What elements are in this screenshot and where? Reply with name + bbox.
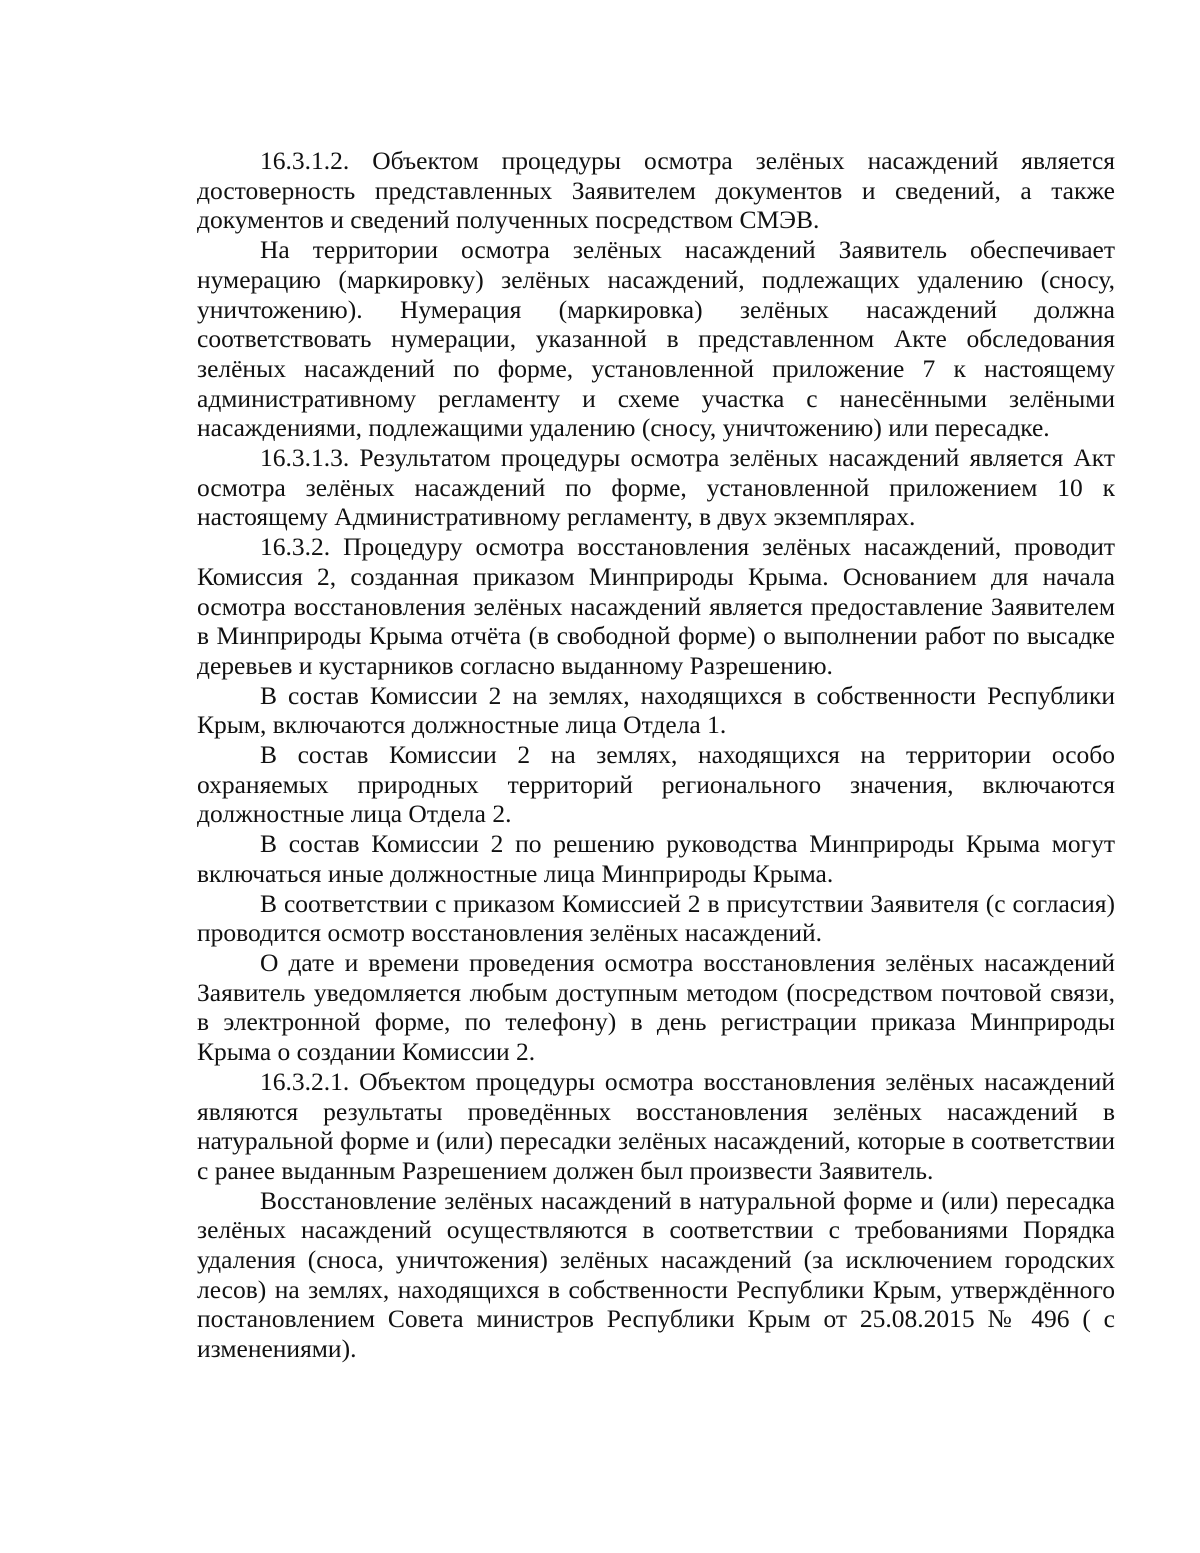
paragraph-commission-department-1: В состав Комиссии 2 на землях, находящихся в собственности Республики Крым, включаются должностные лица Отдела 1. xyxy=(197,680,1115,740)
paragraph-16-3-2: 16.3.2. Процедуру осмотра восстановления зелёных насаждений, проводит Комиссия 2, созданная приказом Минприроды Крыма. Основанием для начала осмотра восстановления зелёных насаждений является предоставление Заявителем в Минприроды Крыма отчёта (в свободной форме) о выполнении работ по высадке деревьев и кустарников согласно выданному Разрешению. xyxy=(197,532,1115,680)
paragraph-inspection-presence: В соответствии с приказом Комиссией 2 в присутствии Заявителя (с согласия) проводится осмотр восстановления зелёных насаждений. xyxy=(197,888,1115,948)
paragraph-commission-department-2: В состав Комиссии 2 на землях, находящихся на территории особо охраняемых природных территорий регионального значения, включаются должностные лица Отдела 2. xyxy=(197,740,1115,829)
paragraph-notification: О дате и времени проведения осмотра восстановления зелёных насаждений Заявитель уведомляется любым доступным методом (посредством почтовой связи, в электронной форме, по телефону) в день регистрации приказа Минприроды Крыма о создании Комиссии 2. xyxy=(197,947,1115,1067)
paragraph-commission-other-officials: В состав Комиссии 2 по решению руководства Минприроды Крыма могут включаться иные должностные лица Минприроды Крыма. xyxy=(197,829,1115,888)
paragraph-16-3-2-1: 16.3.2.1. Объектом процедуры осмотра восстановления зелёных насаждений являются результаты проведённых восстановления зелёных насаждений в натуральной форме и (или) пересадки зелёных насаждений, которые в соответствии с ранее выданным Разрешением должен был произвести Заявитель. xyxy=(197,1066,1115,1185)
paragraph-numbering: На территории осмотра зелёных насаждений Заявитель обеспечивает нумерацию (маркировку) зелёных насаждений, подлежащих удалению (сносу, уничтожению). Нумерация (маркировка) зелёных насаждений должна соответствовать нумерации, указанной в представленном Акте обследования зелёных насаждений по форме, установленной приложение 7 к настоящему административному регламенту и схеме участка с нанесёнными зелёными насаждениями, подлежащими удалению (сносу, уничтожению) или пересадке. xyxy=(197,235,1115,443)
document-body xyxy=(197,146,1115,1364)
paragraph-16-3-1-2: 16.3.1.2. Объектом процедуры осмотра зелёных насаждений является достоверность представленных Заявителем документов и сведений, а также документов и сведений полученных посредством СМЭВ. xyxy=(197,146,1115,235)
paragraph-restoration-order: Восстановление зелёных насаждений в натуральной форме и (или) пересадка зелёных насаждений осуществляются в соответствии с требованиями Порядка удаления (сноса, уничтожения) зелёных насаждений (за исключением городских лесов) на землях, находящихся в собственности Республики Крым, утверждённого постановлением Совета министров Республики Крым от 25.08.2015 № 496 ( с изменениями). xyxy=(197,1185,1115,1364)
paragraph-16-3-1-3: 16.3.1.3. Результатом процедуры осмотра зелёных насаждений является Акт осмотра зелёных насаждений по форме, установленной приложением 10 к настоящему Административному регламенту, в двух экземплярах. xyxy=(197,443,1115,532)
